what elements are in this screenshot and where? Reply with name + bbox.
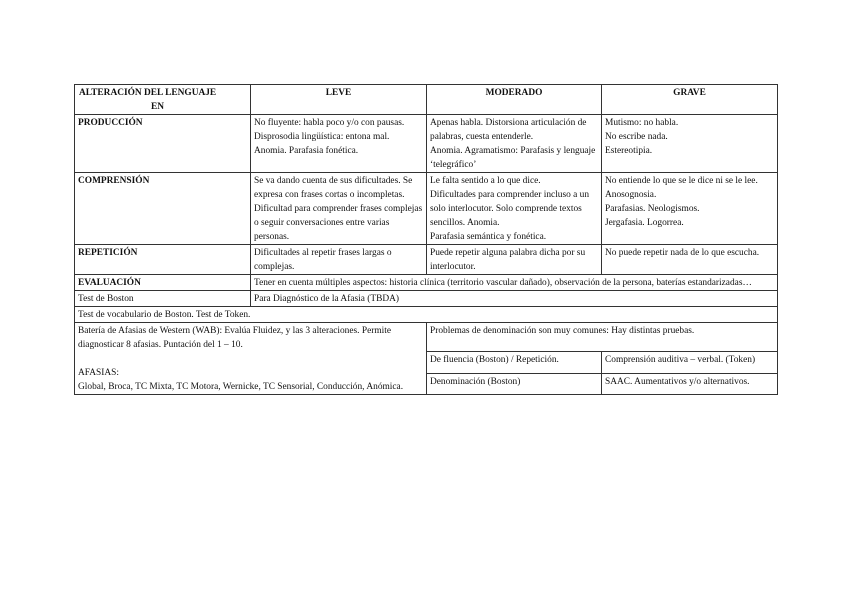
- label-produccion: PRODUCCIÓN: [75, 115, 251, 173]
- comprension-auditiva-text: Comprensión auditiva – verbal. (Token): [602, 352, 778, 374]
- header-alteracion-line1: ALTERACIÓN DEL LENGUAJE: [79, 88, 217, 98]
- vocabulario-text: Test de vocabulario de Boston. Test de Token.: [75, 307, 778, 323]
- produccion-grave: [602, 115, 778, 173]
- produccion-leve-line: No fluyente: habla poco y/o con pausas.: [254, 118, 405, 128]
- afasias-list: Global, Broca, TC Mixta, TC Motora, Wernicke, TC Sensorial, Conducción, Anómica.: [78, 382, 404, 392]
- repeticion-moderado: Puede repetir alguna palabra dicha por su interlocutor.: [427, 245, 602, 275]
- produccion-moderado: [427, 115, 602, 173]
- comprension-grave-line: Jergafasia. Logorrea.: [605, 218, 684, 228]
- header-alteracion-line2: EN: [151, 102, 165, 112]
- produccion-leve-line: Disprosodia lingüística: entona mal.: [254, 132, 390, 142]
- comprension-moderado-line: Parafasia semántica y fonética.: [430, 232, 547, 242]
- comprension-grave: [602, 173, 778, 245]
- row-evaluacion: [75, 275, 778, 291]
- repeticion-grave: No puede repetir nada de lo que escucha.: [602, 245, 778, 275]
- repeticion-leve: Dificultades al repetir frases largas o complejas.: [251, 245, 427, 275]
- boston-text: Para Diagnóstico de la Afasia (TBDA): [251, 291, 778, 307]
- comprension-grave-line: No entiende lo que se le dice ni se le lee.: [605, 176, 758, 186]
- comprension-leve: [251, 173, 427, 245]
- denominacion-text: Denominación (Boston): [427, 373, 602, 395]
- label-repeticion: REPETICIÓN: [75, 245, 251, 275]
- wab-spacer: [78, 352, 423, 366]
- produccion-leve: [251, 115, 427, 173]
- comprension-moderado: [427, 173, 602, 245]
- header-grave: GRAVE: [602, 85, 778, 115]
- produccion-moderado-line: Anomia. Agramatismo: Parafasis y lenguaje ‘telegráfico’: [430, 146, 596, 170]
- fluencia-text: De fluencia (Boston) / Repetición.: [427, 352, 602, 374]
- produccion-moderado-line: Apenas habla. Distorsiona articulación de palabras, cuesta entenderle.: [430, 118, 587, 142]
- label-boston: Test de Boston: [75, 291, 251, 307]
- header-moderado: MODERADO: [427, 85, 602, 115]
- saac-text: SAAC. Aumentativos y/o alternativos.: [602, 373, 778, 395]
- header-alteracion: [75, 85, 251, 115]
- row-comprension: [75, 173, 778, 245]
- header-leve: LEVE: [251, 85, 427, 115]
- wab-cell: [75, 323, 427, 395]
- header-row: [75, 85, 778, 115]
- aphasia-table: [74, 84, 778, 395]
- afasias-label: AFASIAS:: [78, 368, 119, 378]
- row-vocabulario: [75, 307, 778, 323]
- comprension-moderado-line: Le falta sentido a lo que dice.: [430, 176, 541, 186]
- row-boston: [75, 291, 778, 307]
- evaluacion-text: Tener en cuenta múltiples aspectos: historia clínica (territorio vascular dañado), observación de la persona, baterías estandarizadas…: [251, 275, 778, 291]
- row-repeticion: [75, 245, 778, 275]
- row-wab-1: [75, 323, 778, 352]
- label-comprension: COMPRENSIÓN: [75, 173, 251, 245]
- produccion-leve-line: Anomia. Parafasia fonética.: [254, 146, 359, 156]
- row-produccion: [75, 115, 778, 173]
- produccion-grave-line: No escribe nada.: [605, 132, 668, 142]
- problemas-text: Problemas de denominación son muy comunes: Hay distintas pruebas.: [427, 323, 778, 352]
- comprension-moderado-line: Dificultades para comprender incluso a un solo interlocutor. Solo comprende textos sencillos. Anomia.: [430, 190, 590, 228]
- produccion-grave-line: Estereotipia.: [605, 146, 653, 156]
- label-evaluacion: EVALUACIÓN: [75, 275, 251, 291]
- comprension-grave-line: Anosognosia.: [605, 190, 657, 200]
- produccion-grave-line: Mutismo: no habla.: [605, 118, 679, 128]
- wab-text: Batería de Afasias de Western (WAB): Evalúa Fluidez, y las 3 alteraciones. Permite diagnosticar 8 afasias. Puntación del 1 – 10.: [78, 326, 392, 350]
- comprension-grave-line: Parafasias. Neologismos.: [605, 204, 700, 214]
- comprension-leve-line: Se va dando cuenta de sus dificultades. Se expresa con frases cortas o incompletas. Dificultad para comprender frases complejas o seguir conversaciones entre varias personas.: [254, 176, 423, 242]
